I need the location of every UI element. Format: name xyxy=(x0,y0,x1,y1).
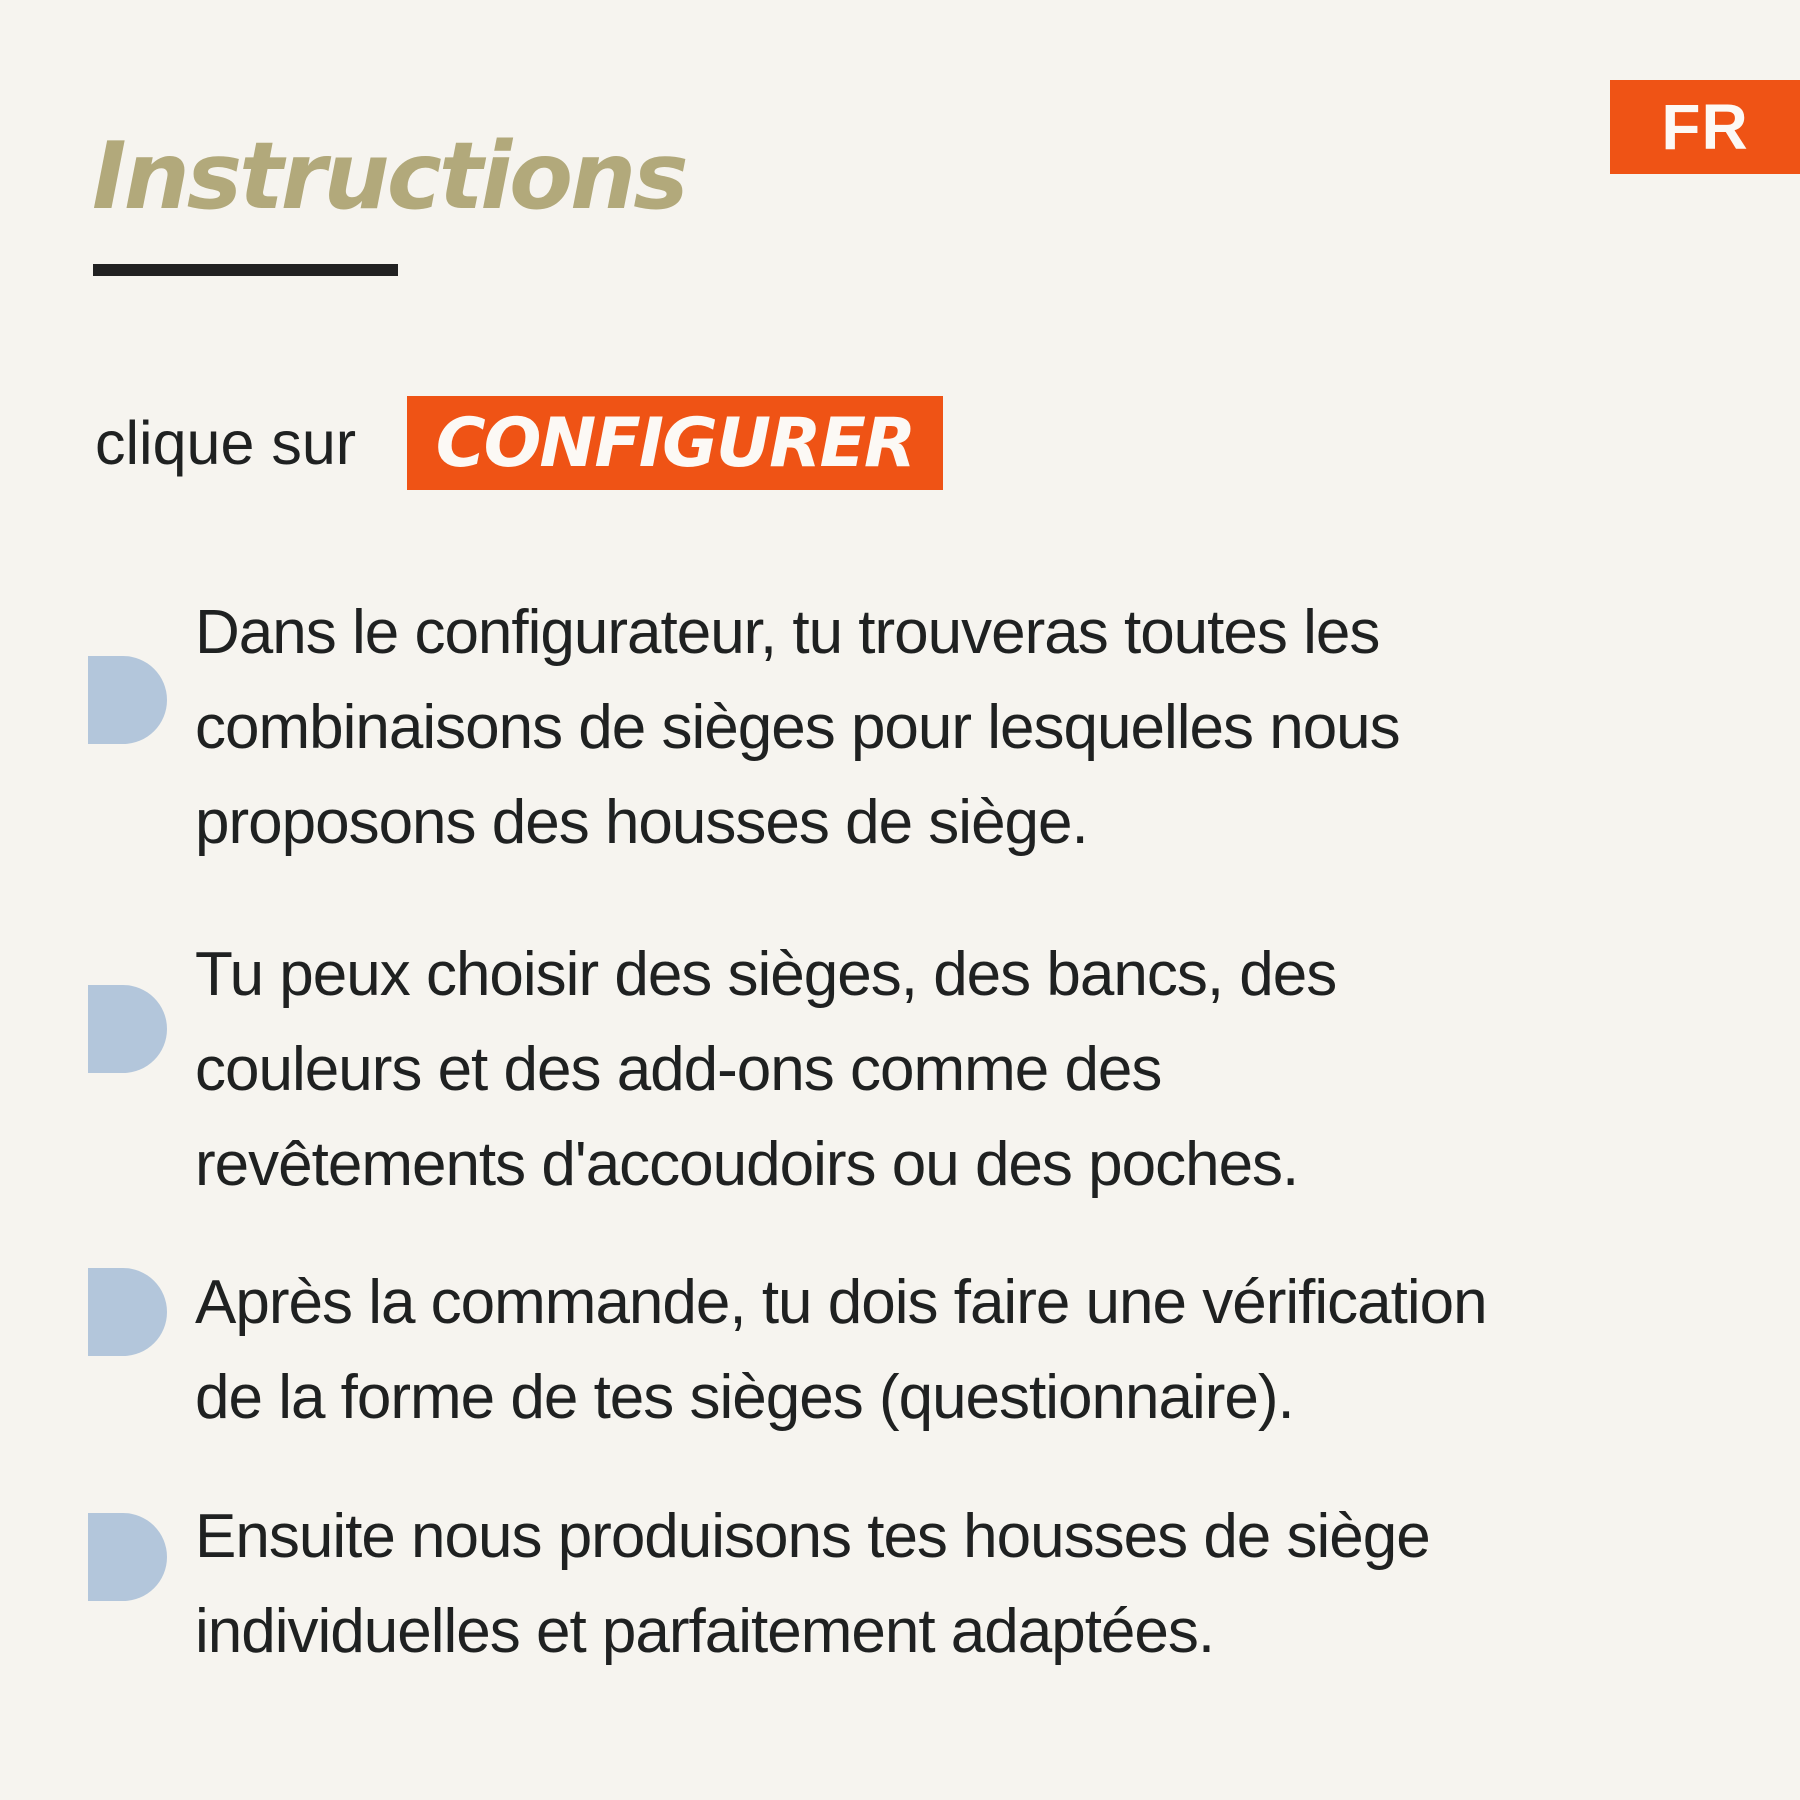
bullet-line: individuelles et parfaitement adaptées. xyxy=(195,1597,1215,1666)
bullet-marker-icon xyxy=(88,656,167,744)
bullet-line: Dans le configurateur, tu trouveras toutes les xyxy=(195,598,1380,667)
bullet-line: Ensuite nous produisons tes housses de siège xyxy=(195,1502,1430,1571)
cta-prefix-label: clique sur xyxy=(95,409,357,477)
bullet-marker-icon xyxy=(88,1268,167,1356)
bullet-line: couleurs et des add-ons comme des xyxy=(195,1035,1162,1104)
bullet-line: Tu peux choisir des sièges, des bancs, des xyxy=(195,940,1337,1009)
bullet-line: proposons des housses de siège. xyxy=(195,788,1088,857)
title-underline xyxy=(93,264,398,276)
bullet-item-production xyxy=(195,1489,1430,1679)
bullet-line: combinaisons de sièges pour lesquelles nous xyxy=(195,693,1400,762)
bullet-item-choices xyxy=(195,927,1336,1212)
bullet-item-configurator xyxy=(195,585,1400,870)
language-badge[interactable]: FR xyxy=(1610,80,1800,174)
bullet-marker-icon xyxy=(88,1513,167,1601)
bullet-line: Après la commande, tu dois faire une vérification xyxy=(195,1268,1487,1337)
page-title: Instructions xyxy=(92,122,686,230)
bullet-item-verification xyxy=(195,1255,1487,1445)
bullet-line: de la forme de tes sièges (questionnaire). xyxy=(195,1363,1294,1432)
bullet-line: revêtements d'accoudoirs ou des poches. xyxy=(195,1130,1299,1199)
bullet-marker-icon xyxy=(88,985,167,1073)
configure-button[interactable]: CONFIGURER xyxy=(407,396,943,490)
